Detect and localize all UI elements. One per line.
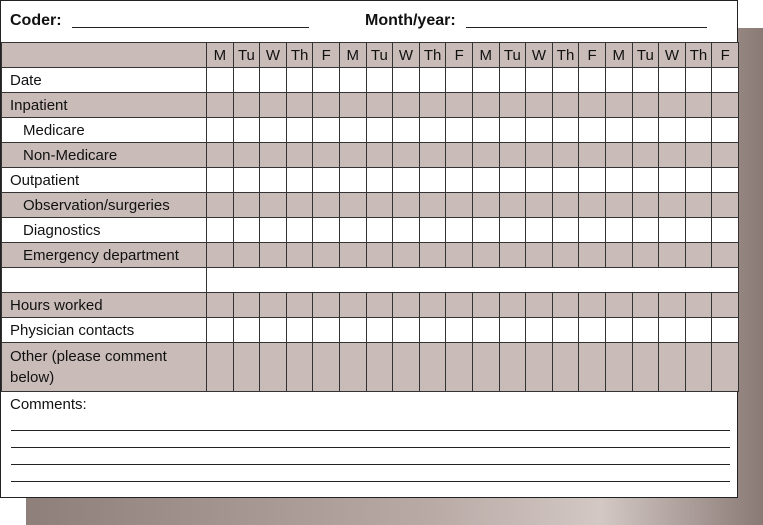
- entry-cell[interactable]: [685, 193, 712, 218]
- entry-cell[interactable]: [233, 168, 260, 193]
- entry-cell[interactable]: [685, 218, 712, 243]
- comment-line[interactable]: [11, 481, 730, 482]
- entry-cell[interactable]: [366, 143, 393, 168]
- entry-cell[interactable]: [419, 318, 446, 343]
- month-year-label: Month/year:: [365, 12, 456, 29]
- entry-cell[interactable]: [340, 168, 367, 193]
- entry-cell[interactable]: [552, 318, 579, 343]
- day-header-cell: Th: [552, 43, 579, 68]
- entry-cell[interactable]: [632, 93, 659, 118]
- table-row: [2, 193, 739, 218]
- day-header-cell: Tu: [233, 43, 260, 68]
- table-row: [2, 218, 739, 243]
- entry-cell[interactable]: [579, 243, 606, 268]
- entry-cell[interactable]: [446, 243, 473, 268]
- entry-cell[interactable]: [605, 318, 632, 343]
- entry-cell[interactable]: [685, 68, 712, 93]
- entry-cell[interactable]: [233, 68, 260, 93]
- day-header-cell: M: [605, 43, 632, 68]
- entry-cell[interactable]: [526, 243, 553, 268]
- entry-cell[interactable]: [419, 243, 446, 268]
- entry-cell[interactable]: [446, 343, 473, 392]
- entry-cell[interactable]: [526, 318, 553, 343]
- entry-cell[interactable]: [313, 243, 340, 268]
- entry-cell[interactable]: [499, 93, 526, 118]
- entry-cell[interactable]: [207, 343, 234, 392]
- row-label: Diagnostics: [2, 218, 207, 243]
- entry-cell[interactable]: [499, 218, 526, 243]
- day-header-row: [2, 43, 739, 68]
- entry-cell[interactable]: [499, 243, 526, 268]
- row-label: Hours worked: [2, 293, 207, 318]
- entry-cell[interactable]: [632, 68, 659, 93]
- entry-cell[interactable]: [526, 143, 553, 168]
- entry-cell[interactable]: [233, 318, 260, 343]
- entry-cell[interactable]: [207, 293, 234, 318]
- day-header-cell: F: [579, 43, 606, 68]
- entry-cell[interactable]: [552, 168, 579, 193]
- comments-section: [1, 390, 739, 498]
- row-label: Date: [2, 68, 207, 93]
- entry-cell[interactable]: [393, 118, 420, 143]
- entry-cell[interactable]: [659, 293, 686, 318]
- entry-cell[interactable]: [632, 243, 659, 268]
- entry-cell[interactable]: [393, 193, 420, 218]
- row-label: Observation/surgeries: [2, 193, 207, 218]
- table-row: [2, 343, 739, 392]
- entry-cell[interactable]: [499, 193, 526, 218]
- entry-cell[interactable]: [340, 318, 367, 343]
- entry-cell[interactable]: [313, 118, 340, 143]
- entry-cell[interactable]: [260, 243, 287, 268]
- entry-cell[interactable]: [340, 193, 367, 218]
- day-header-cell: W: [659, 43, 686, 68]
- entry-cell[interactable]: [712, 193, 739, 218]
- entry-cell[interactable]: [685, 143, 712, 168]
- entry-cell[interactable]: [340, 218, 367, 243]
- entry-cell[interactable]: [340, 68, 367, 93]
- entry-cell[interactable]: [340, 118, 367, 143]
- entry-cell[interactable]: [260, 193, 287, 218]
- entry-cell[interactable]: [712, 168, 739, 193]
- entry-cell[interactable]: [712, 118, 739, 143]
- entry-cell[interactable]: [526, 68, 553, 93]
- entry-cell[interactable]: [260, 293, 287, 318]
- entry-cell[interactable]: [366, 193, 393, 218]
- entry-cell[interactable]: [552, 293, 579, 318]
- entry-cell[interactable]: [526, 218, 553, 243]
- entry-cell[interactable]: [446, 68, 473, 93]
- entry-cell[interactable]: [207, 243, 234, 268]
- day-header-cell: Tu: [499, 43, 526, 68]
- month-year-field[interactable]: [466, 27, 707, 28]
- entry-cell[interactable]: [472, 343, 499, 392]
- entry-cell[interactable]: [712, 318, 739, 343]
- entry-cell[interactable]: [286, 93, 313, 118]
- entry-cell[interactable]: [286, 143, 313, 168]
- entry-cell[interactable]: [526, 343, 553, 392]
- entry-cell[interactable]: [233, 93, 260, 118]
- merged-blank-cell: [207, 268, 739, 293]
- entry-cell[interactable]: [260, 318, 287, 343]
- entry-cell[interactable]: [552, 68, 579, 93]
- entry-cell[interactable]: [286, 243, 313, 268]
- entry-cell[interactable]: [552, 118, 579, 143]
- entry-cell[interactable]: [313, 68, 340, 93]
- entry-cell[interactable]: [286, 318, 313, 343]
- entry-cell[interactable]: [472, 118, 499, 143]
- entry-cell[interactable]: [605, 93, 632, 118]
- entry-cell[interactable]: [659, 118, 686, 143]
- entry-cell[interactable]: [393, 218, 420, 243]
- entry-cell[interactable]: [393, 68, 420, 93]
- entry-cell[interactable]: [446, 293, 473, 318]
- entry-cell[interactable]: [340, 93, 367, 118]
- day-header-cell: Tu: [632, 43, 659, 68]
- entry-cell[interactable]: [472, 68, 499, 93]
- entry-cell[interactable]: [233, 343, 260, 392]
- comment-line[interactable]: [11, 430, 730, 431]
- entry-cell[interactable]: [685, 318, 712, 343]
- entry-cell[interactable]: [286, 293, 313, 318]
- entry-cell[interactable]: [393, 93, 420, 118]
- table-row: [2, 93, 739, 118]
- row-label: Non-Medicare: [2, 143, 207, 168]
- entry-cell[interactable]: [605, 118, 632, 143]
- entry-cell[interactable]: [286, 118, 313, 143]
- coder-label: Coder:: [10, 12, 62, 29]
- tracking-grid: [1, 42, 739, 392]
- entry-cell[interactable]: [526, 118, 553, 143]
- entry-cell[interactable]: [340, 343, 367, 392]
- entry-cell[interactable]: [659, 218, 686, 243]
- entry-cell[interactable]: [472, 143, 499, 168]
- entry-cell[interactable]: [366, 343, 393, 392]
- entry-cell[interactable]: [260, 143, 287, 168]
- day-header-cell: F: [712, 43, 739, 68]
- entry-cell[interactable]: [233, 218, 260, 243]
- entry-cell[interactable]: [393, 143, 420, 168]
- entry-cell[interactable]: [659, 343, 686, 392]
- entry-cell[interactable]: [366, 93, 393, 118]
- entry-cell[interactable]: [260, 68, 287, 93]
- row-label: Physician contacts: [2, 318, 207, 343]
- entry-cell[interactable]: [313, 318, 340, 343]
- entry-cell[interactable]: [233, 243, 260, 268]
- entry-cell[interactable]: [419, 193, 446, 218]
- entry-cell[interactable]: [499, 143, 526, 168]
- entry-cell[interactable]: [605, 243, 632, 268]
- table-row: [2, 293, 739, 318]
- entry-cell[interactable]: [446, 318, 473, 343]
- entry-cell[interactable]: [712, 343, 739, 392]
- entry-cell[interactable]: [419, 143, 446, 168]
- entry-cell[interactable]: [579, 343, 606, 392]
- entry-cell[interactable]: [472, 293, 499, 318]
- entry-cell[interactable]: [393, 243, 420, 268]
- entry-cell[interactable]: [579, 168, 606, 193]
- day-header-cell: W: [260, 43, 287, 68]
- entry-cell[interactable]: [632, 143, 659, 168]
- entry-cell[interactable]: [207, 68, 234, 93]
- entry-cell[interactable]: [446, 118, 473, 143]
- entry-cell[interactable]: [446, 143, 473, 168]
- entry-cell[interactable]: [579, 118, 606, 143]
- entry-cell[interactable]: [233, 118, 260, 143]
- entry-cell[interactable]: [526, 193, 553, 218]
- comment-line[interactable]: [11, 447, 730, 448]
- entry-cell[interactable]: [340, 293, 367, 318]
- day-header-cell: W: [526, 43, 553, 68]
- comment-line[interactable]: [11, 464, 730, 465]
- entry-cell[interactable]: [499, 293, 526, 318]
- entry-cell[interactable]: [260, 118, 287, 143]
- entry-cell[interactable]: [472, 93, 499, 118]
- row-label: Emergency department: [2, 243, 207, 268]
- entry-cell[interactable]: [207, 193, 234, 218]
- entry-cell[interactable]: [605, 293, 632, 318]
- entry-cell[interactable]: [419, 343, 446, 392]
- entry-cell[interactable]: [526, 293, 553, 318]
- entry-cell[interactable]: [313, 293, 340, 318]
- entry-cell[interactable]: [446, 93, 473, 118]
- entry-cell[interactable]: [659, 243, 686, 268]
- entry-cell[interactable]: [207, 93, 234, 118]
- entry-cell[interactable]: [207, 218, 234, 243]
- day-header-cell: M: [340, 43, 367, 68]
- entry-cell[interactable]: [233, 193, 260, 218]
- entry-cell[interactable]: [685, 168, 712, 193]
- entry-cell[interactable]: [685, 293, 712, 318]
- day-header-cell: Th: [419, 43, 446, 68]
- comments-label: Comments:: [10, 396, 87, 413]
- entry-cell[interactable]: [499, 68, 526, 93]
- entry-cell[interactable]: [605, 68, 632, 93]
- entry-cell[interactable]: [446, 218, 473, 243]
- row-label: Outpatient: [2, 168, 207, 193]
- entry-cell[interactable]: [659, 93, 686, 118]
- entry-cell[interactable]: [472, 243, 499, 268]
- entry-cell[interactable]: [472, 193, 499, 218]
- table-row: [2, 168, 739, 193]
- entry-cell[interactable]: [472, 318, 499, 343]
- entry-cell[interactable]: [286, 218, 313, 243]
- entry-cell[interactable]: [632, 293, 659, 318]
- entry-cell[interactable]: [366, 293, 393, 318]
- entry-cell[interactable]: [579, 93, 606, 118]
- day-header-cell: M: [207, 43, 234, 68]
- entry-cell[interactable]: [499, 343, 526, 392]
- entry-cell[interactable]: [207, 168, 234, 193]
- entry-cell[interactable]: [366, 318, 393, 343]
- entry-cell[interactable]: [366, 168, 393, 193]
- day-header-cell: Th: [685, 43, 712, 68]
- entry-cell[interactable]: [366, 118, 393, 143]
- entry-cell[interactable]: [552, 343, 579, 392]
- table-row: [2, 268, 739, 293]
- entry-cell[interactable]: [712, 218, 739, 243]
- entry-cell[interactable]: [366, 243, 393, 268]
- row-label: Other (please comment below): [2, 343, 207, 392]
- row-label: Medicare: [2, 118, 207, 143]
- entry-cell[interactable]: [260, 168, 287, 193]
- entry-cell[interactable]: [659, 168, 686, 193]
- entry-cell[interactable]: [313, 93, 340, 118]
- entry-cell[interactable]: [286, 68, 313, 93]
- entry-cell[interactable]: [260, 93, 287, 118]
- entry-cell[interactable]: [632, 218, 659, 243]
- entry-cell[interactable]: [419, 93, 446, 118]
- entry-cell[interactable]: [632, 318, 659, 343]
- entry-cell[interactable]: [286, 343, 313, 392]
- entry-cell[interactable]: [579, 318, 606, 343]
- entry-cell[interactable]: [313, 343, 340, 392]
- entry-cell[interactable]: [579, 218, 606, 243]
- entry-cell[interactable]: [472, 168, 499, 193]
- entry-cell[interactable]: [659, 193, 686, 218]
- entry-cell[interactable]: [579, 293, 606, 318]
- entry-cell[interactable]: [419, 218, 446, 243]
- entry-cell[interactable]: [446, 193, 473, 218]
- entry-cell[interactable]: [712, 68, 739, 93]
- entry-cell[interactable]: [207, 143, 234, 168]
- entry-cell[interactable]: [632, 118, 659, 143]
- entry-cell[interactable]: [446, 168, 473, 193]
- entry-cell[interactable]: [393, 343, 420, 392]
- entry-cell[interactable]: [605, 218, 632, 243]
- entry-cell[interactable]: [233, 143, 260, 168]
- entry-cell[interactable]: [286, 193, 313, 218]
- day-header-cell: F: [446, 43, 473, 68]
- entry-cell[interactable]: [632, 168, 659, 193]
- entry-cell[interactable]: [579, 68, 606, 93]
- entry-cell[interactable]: [526, 168, 553, 193]
- entry-cell[interactable]: [579, 143, 606, 168]
- entry-cell[interactable]: [313, 193, 340, 218]
- entry-cell[interactable]: [313, 218, 340, 243]
- entry-cell[interactable]: [659, 143, 686, 168]
- entry-cell[interactable]: [419, 68, 446, 93]
- entry-cell[interactable]: [393, 168, 420, 193]
- day-header-cell: Th: [286, 43, 313, 68]
- entry-cell[interactable]: [340, 243, 367, 268]
- entry-cell[interactable]: [313, 168, 340, 193]
- header-corner-cell: [2, 43, 207, 68]
- entry-cell[interactable]: [419, 118, 446, 143]
- entry-cell[interactable]: [632, 343, 659, 392]
- entry-cell[interactable]: [605, 193, 632, 218]
- day-header-cell: W: [393, 43, 420, 68]
- entry-cell[interactable]: [685, 243, 712, 268]
- entry-cell[interactable]: [526, 93, 553, 118]
- entry-cell[interactable]: [685, 343, 712, 392]
- entry-cell[interactable]: [712, 143, 739, 168]
- entry-cell[interactable]: [605, 143, 632, 168]
- entry-cell[interactable]: [260, 343, 287, 392]
- day-header-cell: M: [472, 43, 499, 68]
- entry-cell[interactable]: [579, 193, 606, 218]
- day-header-cell: F: [313, 43, 340, 68]
- table-row: [2, 318, 739, 343]
- entry-cell[interactable]: [552, 93, 579, 118]
- entry-cell[interactable]: [472, 218, 499, 243]
- entry-cell[interactable]: [552, 218, 579, 243]
- entry-cell[interactable]: [499, 318, 526, 343]
- entry-cell[interactable]: [499, 118, 526, 143]
- entry-cell[interactable]: [712, 93, 739, 118]
- entry-cell[interactable]: [659, 318, 686, 343]
- table-row: [2, 68, 739, 93]
- row-label: [2, 268, 207, 293]
- entry-cell[interactable]: [659, 68, 686, 93]
- entry-cell[interactable]: [685, 93, 712, 118]
- entry-cell[interactable]: [632, 193, 659, 218]
- day-header-cell: Tu: [366, 43, 393, 68]
- entry-cell[interactable]: [393, 318, 420, 343]
- entry-cell[interactable]: [685, 118, 712, 143]
- entry-cell[interactable]: [207, 118, 234, 143]
- entry-cell[interactable]: [712, 293, 739, 318]
- table-row: [2, 118, 739, 143]
- table-row: [2, 143, 739, 168]
- entry-cell[interactable]: [552, 143, 579, 168]
- row-label: Inpatient: [2, 93, 207, 118]
- entry-cell[interactable]: [207, 318, 234, 343]
- entry-cell[interactable]: [313, 143, 340, 168]
- entry-cell[interactable]: [419, 168, 446, 193]
- entry-cell[interactable]: [552, 193, 579, 218]
- entry-cell[interactable]: [260, 218, 287, 243]
- entry-cell[interactable]: [499, 168, 526, 193]
- table-row: [2, 243, 739, 268]
- entry-cell[interactable]: [393, 293, 420, 318]
- entry-cell[interactable]: [605, 168, 632, 193]
- coder-field[interactable]: [72, 27, 309, 28]
- entry-cell[interactable]: [340, 143, 367, 168]
- entry-cell[interactable]: [366, 218, 393, 243]
- entry-cell[interactable]: [419, 293, 446, 318]
- entry-cell[interactable]: [286, 168, 313, 193]
- entry-cell[interactable]: [233, 293, 260, 318]
- entry-cell[interactable]: [366, 68, 393, 93]
- entry-cell[interactable]: [712, 243, 739, 268]
- entry-cell[interactable]: [552, 243, 579, 268]
- entry-cell[interactable]: [605, 343, 632, 392]
